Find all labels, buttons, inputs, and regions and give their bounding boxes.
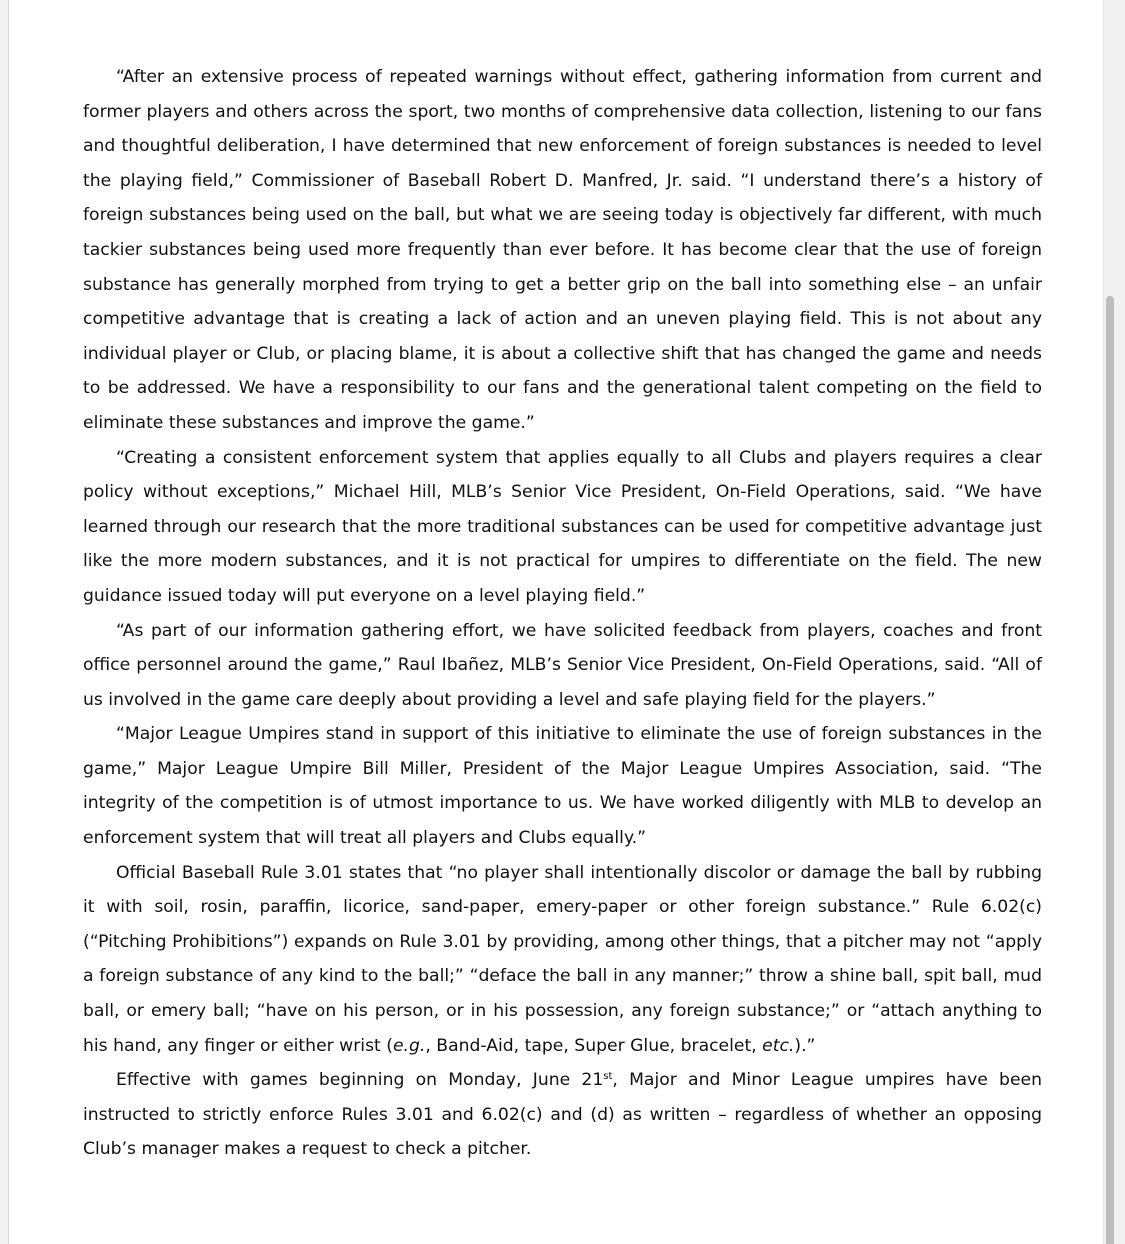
rule-text-etc: etc. (762, 1035, 795, 1056)
rule-text-end: ).” (794, 1035, 816, 1056)
paragraph-commissioner-quote: “After an extensive process of repeated warnings without effect, gathering information from current and former players and others across the sport, two months of comprehensive data collection, listening to our fans and thoughtful deliberation, I have determined that new enforcement of foreign substances is needed to level the playing field,” Commissioner of Baseball Robert D. Manfred, Jr. said. “I understand there’s a history of foreign substances being used on the ball, but what we are seeing today is objectively far different, with much tackier substances being used more frequently than ever before. It has become clear that the use of foreign substance has generally morphed from trying to get a better grip on the ball into something else – an unfair competitive advantage that is creating a lack of action and an uneven playing field. This is not about any individual player or Club, or placing blame, it is about a collective shift that has changed the game and needs to be addressed. We have a responsibility to our fans and the generational talent competing on the field to eliminate these substances and improve the game.” (83, 67, 1042, 433)
paragraph-ibanez-quote: “As part of our information gathering effort, we have solicited feedback from players, coaches and front office personnel around the game,” Raul Ibañez, MLB’s Senior Vice President, On-Field Operations, said. “All of us involved in the game care deeply about providing a level and safe playing field for the players.” (83, 620, 1042, 710)
paragraph-effective-date (83, 1063, 1042, 1167)
rule-text-start: Official Baseball Rule 3.01 states that “no player shall intentionally discolor or damage the ball by rubbing it with soil, rosin, paraffin, licorice, sand-paper, emery-paper or other foreign substance.” Rule 6.02(c) (“Pitching Prohibitions”) expands on Rule 3.01 by providing, among other things, that a pitcher may not “apply a foreign substance of any kind to the ball;” “deface the ball in any manner;” throw a shine ball, spit ball, mud ball, or emery ball; “have on his person, or in his possession, any foreign substance;” or “attach anything to his hand, any finger or either wrist ( (83, 862, 1042, 1056)
effective-text-start: Effective with games beginning on Monday, June 21 (116, 1070, 604, 1091)
paragraph-hill-quote: “Creating a consistent enforcement system that applies equally to all Clubs and players requires a clear policy without exceptions,” Michael Hill, MLB’s Senior Vice President, On-Field Operations, said. “We have learned through our research that the more traditional substances can be used for competitive advantage just like the more modern substances, and it is not practical for umpires to differentiate on the field. The new guidance issued today will put everyone on a level playing field.” (83, 447, 1042, 606)
effective-text-end: , Major and Minor League umpires have been instructed to strictly enforce Rules 3.01 and 6.02(c) and (d) as written – regardless of whether an opposing Club’s manager makes a request to check a pitcher. (83, 1070, 1042, 1160)
paragraph-rule-3-01 (83, 856, 1042, 1064)
paragraph-umpires-quote: “Major League Umpires stand in support of this initiative to eliminate the use of foreign substances in the game,” Major League Umpire Bill Miller, President of the Major League Umpires Association, said. “The integrity of the competition is of utmost importance to us. We have worked diligently with MLB to develop an enforcement system that will treat all players and Clubs equally.” (83, 724, 1042, 849)
date-ordinal-superscript: st (603, 1071, 613, 1083)
vertical-scrollbar-thumb[interactable] (1106, 296, 1114, 1244)
rule-text-eg: e.g. (392, 1035, 426, 1056)
document-body (83, 60, 1042, 1167)
rule-text-middle: , Band-Aid, tape, Super Glue, bracelet, (425, 1035, 763, 1056)
